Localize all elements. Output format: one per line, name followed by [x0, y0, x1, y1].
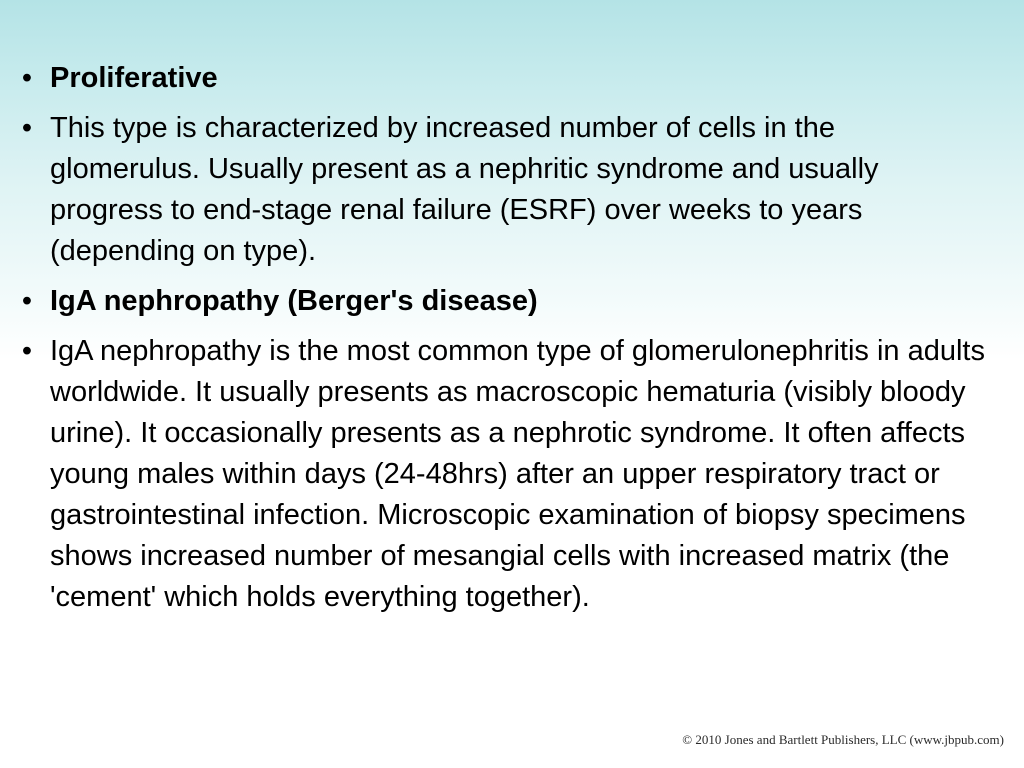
bullet-iga-nephropathy-description [14, 331, 990, 618]
bullet-text: IgA nephropathy is the most common type of glomerulonephritis in adults worldwide. It usually presents as macroscopic hematuria (visibly bloody urine). It occasionally presents as a nephrotic syndrome. It often affects young males within days (24-48hrs) after an upper respiratory tract or gastrointestinal infection. Microscopic examination of biopsy specimens shows increased number of mesangial cells with increased matrix (the 'cement' which holds everything together). [50, 335, 985, 613]
bullet-heading-proliferative [14, 58, 990, 99]
bullet-heading-iga-nephropathy [14, 281, 990, 322]
bullet-list [14, 58, 990, 627]
bullet-text: This type is characterized by increased number of cells in the glomerulus. Usually present as a nephritic syndrome and usually progress to end-stage renal failure (ESRF) over weeks to years (depending on type). [50, 112, 879, 267]
bullet-marker: • [21, 62, 33, 94]
bullet-marker: • [21, 112, 33, 144]
bullet-marker: • [21, 285, 33, 317]
bullet-text: Proliferative [50, 62, 218, 94]
bullet-marker: • [21, 335, 33, 367]
copyright-footer: © 2010 Jones and Bartlett Publishers, LLC (www.jbpub.com) [682, 732, 1004, 747]
bullet-proliferative-description [14, 108, 990, 272]
bullet-text: IgA nephropathy (Berger's disease) [50, 285, 538, 317]
